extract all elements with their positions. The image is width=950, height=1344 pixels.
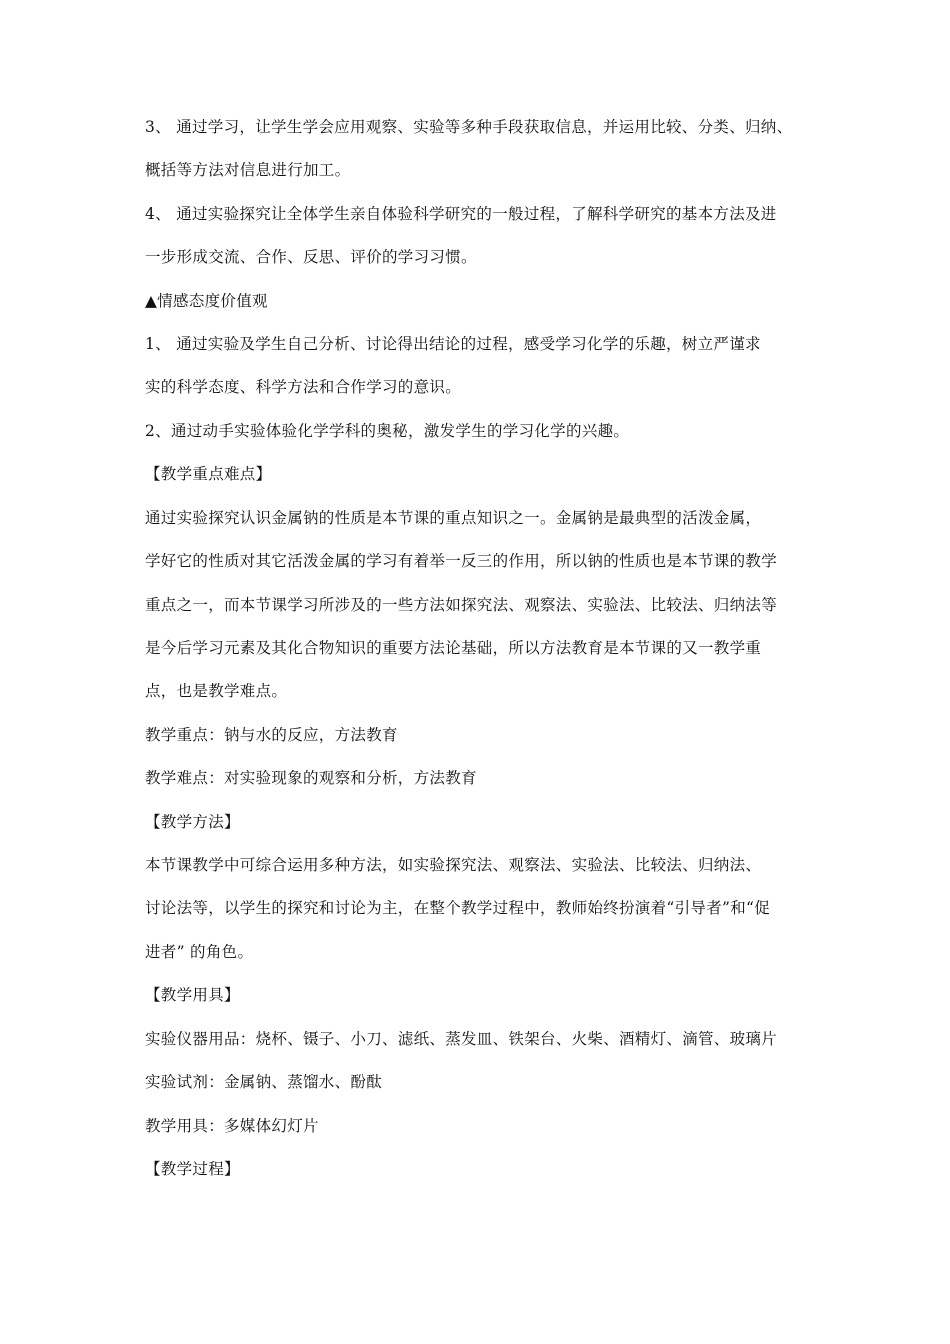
key-points-para-line-1: 通过实验探究认识金属钠的性质是本节课的重点知识之一。金属钠是最典型的活泼金属， [145, 509, 762, 527]
teaching-media: 教学用具：多媒体幻灯片 [145, 1117, 319, 1135]
heading-teaching-tools: 【教学用具】 [145, 986, 240, 1004]
objective-4-line-2: 一步形成交流、合作、反思、评价的学习习惯。 [145, 248, 477, 266]
method-para-line-2: 讨论法等，以学生的探究和讨论为主，在整个教学过程中，教师始终扮演着“引导者”和“促 [145, 899, 771, 917]
heading-teaching-method: 【教学方法】 [145, 813, 240, 831]
key-points-para-line-4: 是今后学习元素及其化合物知识的重要方法论基础，所以方法教育是本节课的又一教学重 [145, 639, 762, 657]
key-points-para-line-3: 重点之一，而本节课学习所涉及的一些方法如探究法、观察法、实验法、比较法、归纳法等 [145, 596, 778, 614]
attitude-2-line: 2、通过动手实验体验化学学科的奥秘，激发学生的学习化学的兴趣。 [145, 422, 630, 440]
heading-key-points: 【教学重点难点】 [145, 465, 272, 483]
method-para-line-3: 进者” 的角色。 [145, 943, 254, 961]
attitude-1-line-2: 实的科学态度、科学方法和合作学习的意识。 [145, 378, 462, 396]
section-heading-attitude: ▲情感态度价值观 [145, 292, 268, 310]
key-points-para-line-5: 点，也是教学难点。 [145, 682, 288, 700]
objective-3-line-1: 3、 通过学习，让学生学会应用观察、实验等多种手段获取信息，并运用比较、分类、归纳、 [145, 118, 793, 136]
key-points-para-line-2: 学好它的性质对其它活泼金属的学习有着举一反三的作用，所以钠的性质也是本节课的教学 [145, 552, 778, 570]
lab-reagents: 实验试剂：金属钠、蒸馏水、酚酞 [145, 1073, 383, 1091]
teaching-difficulty: 教学难点：对实验现象的观察和分析，方法教育 [145, 769, 477, 787]
heading-teaching-process: 【教学过程】 [145, 1160, 240, 1178]
teaching-focus: 教学重点：钠与水的反应，方法教育 [145, 726, 398, 744]
objective-4-line-1: 4、 通过实验探究让全体学生亲自体验科学研究的一般过程，了解科学研究的基本方法及进 [145, 205, 777, 223]
lab-equipment: 实验仪器用品：烧杯、镊子、小刀、滤纸、蒸发皿、铁架台、火柴、酒精灯、滴管、玻璃片 [145, 1030, 778, 1048]
objective-3-line-2: 概括等方法对信息进行加工。 [145, 161, 351, 179]
method-para-line-1: 本节课教学中可综合运用多种方法，如实验探究法、观察法、实验法、比较法、归纳法、 [145, 856, 762, 874]
attitude-1-line-1: 1、 通过实验及学生自己分析、讨论得出结论的过程，感受学习化学的乐趣，树立严谨求 [145, 335, 761, 353]
